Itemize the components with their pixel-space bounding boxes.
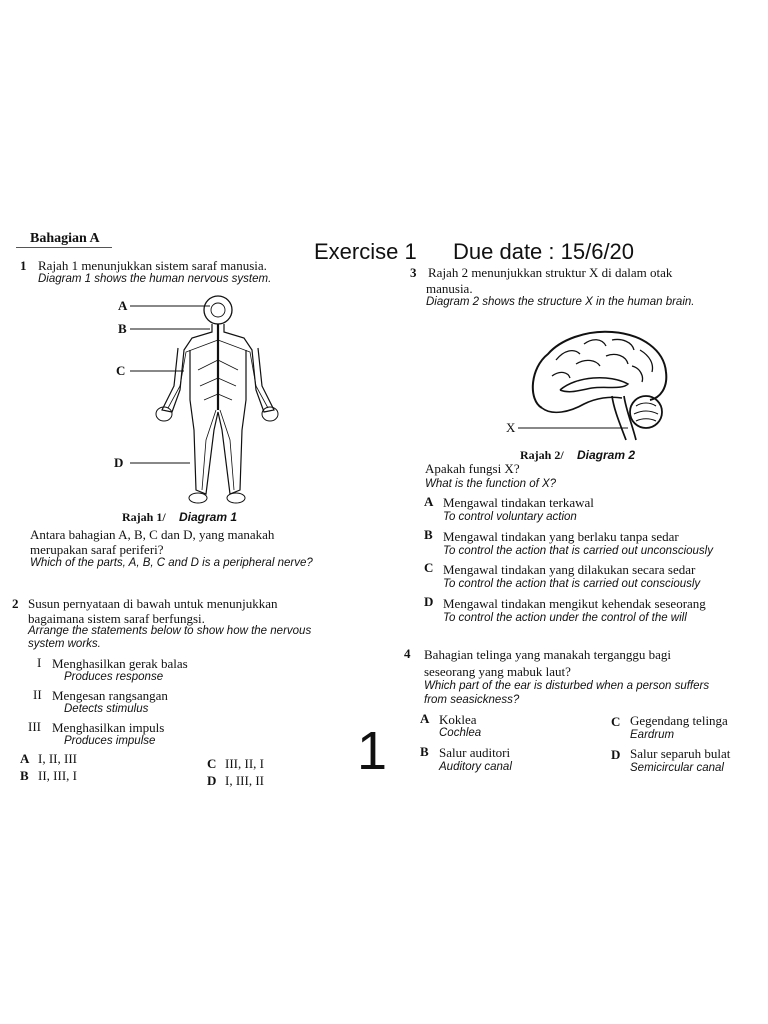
nervous-system-diagram: [110, 290, 290, 510]
section-underline: [16, 247, 112, 248]
q3-option-b-ms[interactable]: Mengawal tindakan yang berlaku tanpa sedar: [443, 529, 679, 544]
q1-question-en: Which of the parts, A, B, C and D is a peripheral nerve?: [30, 557, 313, 569]
q3-text-ms-1: Rajah 2 menunjukkan struktur X di dalam otak: [428, 265, 673, 280]
q1-text-ms: Rajah 1 menunjukkan sistem saraf manusia.: [38, 258, 267, 273]
q2-option-b-letter[interactable]: B: [20, 768, 29, 783]
q4-option-b-letter[interactable]: B: [420, 744, 429, 759]
q3-option-a-en: To control voluntary action: [443, 511, 577, 523]
q2-option-c-letter[interactable]: C: [207, 756, 217, 771]
due-date: Due date : 15/6/20: [453, 239, 635, 264]
q4-text-en-1: Which part of the ear is disturbed when a person suffers: [424, 680, 710, 692]
q3-option-b-en: To control the action that is carried out unconsciously: [443, 545, 713, 557]
q4-option-d-en: Semicircular canal: [630, 762, 724, 774]
q3-caption-en: Diagram 2: [577, 448, 636, 462]
q3-option-d-letter[interactable]: D: [424, 594, 434, 609]
brain-diagram: [500, 320, 680, 445]
section-title: Bahagian A: [30, 231, 100, 246]
q2-text-ms-2: bagaimana sistem saraf berfungsi.: [28, 611, 205, 626]
q4-text-ms-1: Bahagian telinga yang manakah terganggu bagi: [424, 647, 672, 662]
q4-option-a-ms[interactable]: Koklea: [439, 712, 477, 727]
q3-number: 3: [410, 265, 417, 280]
q4-option-a-letter[interactable]: A: [420, 711, 430, 726]
q4-option-c-en: Eardrum: [630, 729, 675, 741]
q4-option-d-ms[interactable]: Salur separuh bulat: [630, 746, 731, 761]
q3-label-x: X: [506, 420, 516, 435]
q3-option-c-en: To control the action that is carried out consciously: [443, 578, 701, 590]
q2-statement-i-roman: I: [37, 655, 42, 670]
q1-caption-ms: Rajah 1/: [122, 510, 166, 524]
q4-option-d-letter[interactable]: D: [611, 747, 621, 762]
q3-caption-ms: Rajah 2/: [520, 448, 564, 462]
q2-option-b-text[interactable]: II, III, I: [38, 768, 77, 783]
q4-option-b-en: Auditory canal: [439, 761, 512, 773]
q3-option-b-letter[interactable]: B: [424, 527, 433, 542]
q2-statement-i-ms: Menghasilkan gerak balas: [52, 656, 188, 671]
q2-text-ms-1: Susun pernyataan di bawah untuk menunjukkan: [28, 596, 278, 611]
q2-number: 2: [12, 596, 19, 611]
page-number: 1: [357, 721, 388, 781]
q3-option-a-letter[interactable]: A: [424, 494, 434, 509]
q2-statement-ii-ms: Mengesan rangsangan: [52, 688, 168, 703]
q2-statement-ii-en: Detects stimulus: [64, 703, 149, 715]
q3-text-en: Diagram 2 shows the structure X in the human brain.: [426, 296, 695, 308]
q1-number: 1: [20, 258, 27, 273]
q1-label-a: A: [118, 298, 128, 313]
q3-option-d-en: To control the action under the control of the will: [443, 612, 687, 624]
q1-label-b: B: [118, 321, 127, 336]
q1-label-d: D: [114, 455, 124, 470]
q2-statement-iii-en: Produces impulse: [64, 735, 156, 747]
q2-statement-i-en: Produces response: [64, 671, 164, 683]
q4-number: 4: [404, 646, 411, 661]
q3-option-a-ms[interactable]: Mengawal tindakan terkawal: [443, 495, 594, 510]
q2-option-d-letter[interactable]: D: [207, 773, 217, 788]
q1-label-c: C: [116, 363, 126, 378]
q2-option-a-text[interactable]: I, II, III: [38, 751, 77, 766]
q1-text-en: Diagram 1 shows the human nervous system.: [38, 273, 272, 285]
q2-statement-iii-roman: III: [28, 719, 41, 734]
q3-option-c-ms[interactable]: Mengawal tindakan yang dilakukan secara sedar: [443, 562, 696, 577]
q3-option-d-ms[interactable]: Mengawal tindakan mengikut kehendak seseorang: [443, 596, 706, 611]
q4-text-ms-2: seseorang yang mabuk laut?: [424, 664, 571, 679]
q1-question-ms-2: merupakan saraf periferi?: [30, 542, 164, 557]
exercise-title: Exercise 1: [314, 239, 417, 264]
q2-text-en-2: system works.: [28, 638, 101, 650]
q2-statement-ii-roman: II: [33, 687, 42, 702]
q2-option-d-text[interactable]: I, III, II: [225, 773, 264, 788]
q4-option-b-ms[interactable]: Salur auditori: [439, 745, 511, 760]
q3-option-c-letter[interactable]: C: [424, 560, 434, 575]
q2-statement-iii-ms: Menghasilkan impuls: [52, 720, 165, 735]
q4-option-a-en: Cochlea: [439, 727, 482, 739]
q3-question-ms: Apakah fungsi X?: [425, 461, 520, 476]
q4-option-c-letter[interactable]: C: [611, 714, 621, 729]
q2-option-c-text[interactable]: III, II, I: [225, 756, 264, 771]
q4-text-en-2: from seasickness?: [424, 694, 520, 706]
q3-text-ms-2: manusia.: [426, 281, 473, 296]
q3-question-en: What is the function of X?: [425, 478, 557, 490]
q1-question-ms-1: Antara bahagian A, B, C dan D, yang manakah: [30, 527, 275, 542]
q1-caption-en: Diagram 1: [179, 510, 238, 524]
q2-text-en-1: Arrange the statements below to show how the nervous: [28, 625, 312, 637]
q4-option-c-ms[interactable]: Gegendang telinga: [630, 713, 728, 728]
q2-option-a-letter[interactable]: A: [20, 751, 30, 766]
